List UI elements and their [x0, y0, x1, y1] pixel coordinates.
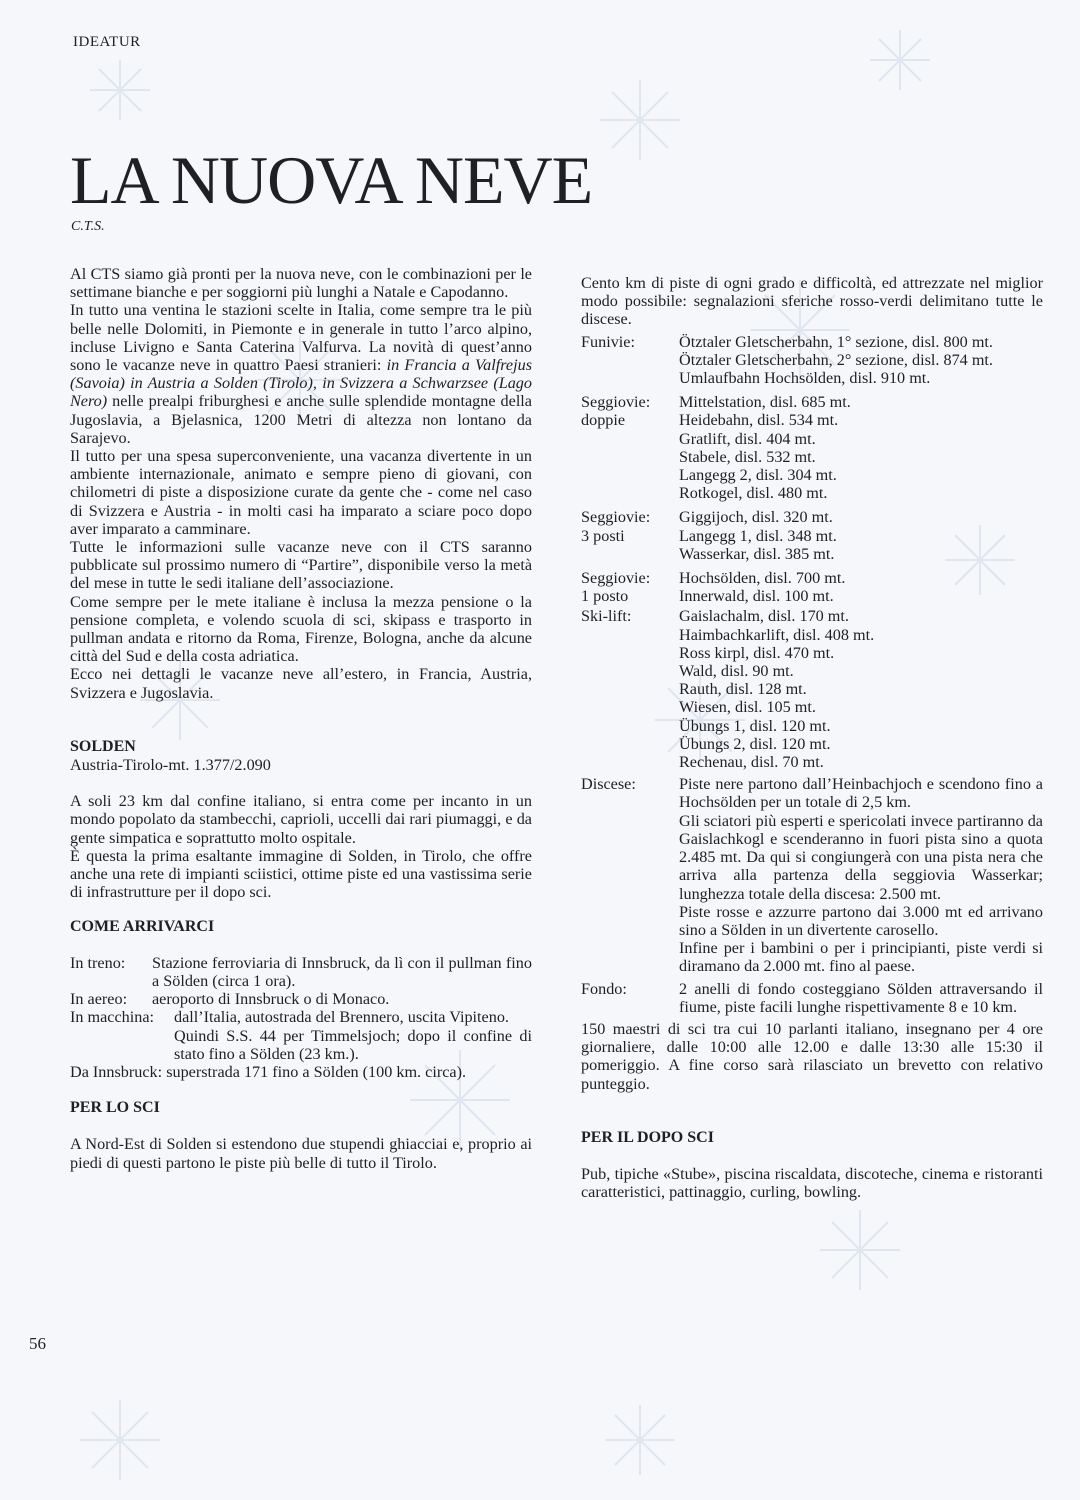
arrivarci-heading: COME ARRIVARCI: [70, 917, 215, 935]
discese-item: Piste nere partono dall’Heinbachjoch e scendono fino a Hochsölden per un totale di 2,5 km.: [679, 775, 1043, 812]
discese-group: [581, 775, 1043, 975]
lift-group-label: Seggiovie:: [581, 393, 651, 412]
intro-paragraph: Il tutto per una spesa superconveniente, una vacanza divertente in un ambiente internazionale, animato e sempre pieno di giovani, con chilometri di piste a disposizione curate da gente che - come nel caso di Svizzera e Austria - in molti casi ha imparato a sciare poco dopo aver imparato a camminare.: [70, 447, 532, 538]
lift-item: Übungs 2, disl. 120 mt.: [679, 734, 831, 753]
lift-item: Wald, disl. 90 mt.: [679, 662, 794, 681]
travel-text: aeroporto di Innsbruck o di Monaco.: [152, 990, 390, 1009]
travel-row-train: [70, 954, 532, 990]
travel-label: In aereo:: [70, 990, 128, 1009]
intro-paragraph: Al CTS siamo già pronti per la nuova neve, con le combinazioni per le settimane bianche e per soggiorni più lunghi a Natale e Capodanno.: [70, 265, 532, 302]
lift-item: Ötztaler Gletscherbahn, 2° sezione, disl. 874 mt.: [679, 350, 993, 369]
lift-item: Übungs 1, disl. 120 mt.: [679, 716, 831, 735]
lift-group-label: Funivie:: [581, 332, 635, 351]
lift-group-label: Discese:: [581, 775, 636, 794]
lift-item: Hochsölden, disl. 700 mt.: [679, 569, 846, 588]
lift-group-label: 3 posti: [581, 526, 625, 545]
lift-item: Rechenau, disl. 70 mt.: [679, 753, 824, 772]
left-column: [70, 265, 532, 1172]
lift-item: Gaislachalm, disl. 170 mt.: [679, 607, 849, 626]
lift-group-label: Seggiovie:: [581, 508, 651, 527]
intro-paragraph: Tutte le informazioni sulle vacanze neve con il CTS saranno pubblicate sul prossimo numero di “Partire”, disponibile verso la metà del mese in tutte le sedi italiane dell’associazione.: [70, 538, 532, 593]
sci-heading: PER LO SCI: [70, 1099, 160, 1117]
lift-group-funivie: [581, 333, 1043, 388]
lift-item: Gratlift, disl. 404 mt.: [679, 429, 816, 448]
lift-item: Rauth, disl. 128 mt.: [679, 680, 807, 699]
lift-item: Langegg 1, disl. 348 mt.: [679, 526, 837, 545]
dopo-sci-paragraph: Pub, tipiche «Stube», piscina riscaldata, discoteche, cinema e ristoranti caratteristici, pattinaggio, curling, bowling.: [581, 1164, 1043, 1202]
destinations-italic: in Francia a Valfrejus (Savoia) in Austria a Solden (Tirolo), in Svizzera a Schwarzsee (Lago Nero): [70, 356, 533, 411]
lift-group-seggiovie-1-posto: [581, 569, 1043, 605]
page-number: 56: [29, 1334, 46, 1353]
discese-item: Infine per i bambini o per i principianti, piste verdi si diramano da 2.000 mt. fino al paese.: [679, 939, 1043, 976]
travel-label: In macchina:: [70, 1008, 155, 1027]
travel-text: Stazione ferroviaria di Innsbruck, da lì con il pullman fino a Sölden (circa 1 ora).: [152, 953, 532, 990]
running-head: IDEATUR: [73, 34, 141, 50]
fondo-group: [581, 980, 1043, 1016]
lift-item: Ötztaler Gletscherbahn, 1° sezione, disl. 800 mt.: [679, 332, 993, 351]
lift-item: Mittelstation, disl. 685 mt.: [679, 393, 851, 412]
lift-group-ski-lift: [581, 607, 1043, 771]
sci-paragraph: A Nord-Est di Solden si estendono due stupendi ghiacciai e, proprio ai piedi di questi partono le piste più belle di tutto il Tirolo.: [70, 1135, 532, 1172]
lift-item: Wasserkar, disl. 385 mt.: [679, 544, 835, 563]
innsbruck-text: Da Innsbruck: superstrada 171 fino a Sölden (100 km. circa).: [70, 1062, 467, 1081]
lift-group-label: Ski-lift:: [581, 607, 632, 626]
solden-heading: SOLDEN: [70, 737, 136, 755]
ski-intro: Cento km di piste di ogni grado e difficoltà, ed attrezzate nel miglior modo possibile: segnalazioni sferiche rosso-verdi delimitano tutte le discese.: [581, 274, 1043, 329]
article-author: C.T.S.: [71, 219, 105, 234]
intro-paragraph: Ecco nei dettagli le vacanze neve all’estero, in Francia, Austria, Svizzera e Jugoslavia.: [70, 665, 532, 702]
lift-item: Innerwald, disl. 100 mt.: [679, 587, 834, 606]
solden-paragraph: È questa la prima esaltante immagine di Solden, in Tirolo, che offre anche una rete di impianti sciistici, ottime piste ed una vastissima serie di infrastrutture per il dopo sci.: [70, 846, 532, 902]
maestri-paragraph: 150 maestri di sci tra cui 10 parlanti italiano, insegnano per 4 ore giornaliere, dalle 10:00 alle 12.00 e dalle 13:30 alle 15:30 il pomeriggio. A fine corso sarà rilasciato un brevetto con relativo punteggio.: [581, 1019, 1043, 1093]
lift-item: Ross kirpl, disl. 470 mt.: [679, 643, 835, 662]
lift-group-label: Fondo:: [581, 979, 627, 998]
travel-row-car: [70, 1008, 532, 1063]
travel-label: In treno:: [70, 953, 126, 972]
lift-group-label: doppie: [581, 411, 626, 430]
lift-group-label: Seggiovie:: [581, 569, 651, 588]
dopo-sci-heading: PER IL DOPO SCI: [581, 1128, 714, 1146]
lift-item: Stabele, disl. 532 mt.: [679, 447, 816, 466]
travel-text: dall’Italia, autostrada del Brennero, uscita Vipiteno.: [174, 1008, 509, 1027]
intro-paragraph: Come sempre per le mete italiane è inclusa la mezza pensione o la pensione completa, e volendo scuola di sci, skipass e trasporto in pullman andata e ritorno da Roma, Firenze, Bologna, anche da alcune città del Sud e della costa adriatica.: [70, 592, 532, 666]
lift-group-seggiovie-doppie: [581, 393, 1043, 502]
lift-item: Rotkogel, disl. 480 mt.: [679, 484, 828, 503]
travel-row-plane: [70, 990, 532, 1008]
lift-group-label: 1 posto: [581, 587, 629, 606]
travel-text: Quindi S.S. 44 per Timmelsjoch; dopo il confine di stato fino a Sölden (23 km.).: [174, 1026, 532, 1063]
lift-item: Wiesen, disl. 105 mt.: [679, 698, 816, 717]
lift-item: Langegg 2, disl. 304 mt.: [679, 466, 837, 485]
lift-item: Umlaufbahn Hochsölden, disl. 910 mt.: [679, 369, 931, 388]
right-column: [581, 274, 1043, 1201]
discese-item: Gli sciatori più esperti e spericolati invece partiranno da Gaislachkogl e scenderanno in fuori pista sino a quota 2.485 mt. Da qui si congiungerà con una pista nera che arriva alla partenza della seggiovia Wasserkar; lunghezza totale della discesa: 2.500 mt.: [679, 811, 1043, 903]
solden-paragraph: A soli 23 km dal confine italiano, si entra come per incanto in un mondo popolato da stambecchi, caprioli, uccelli dai rari piumaggi, e da gente simpatica e soprattutto molto ospitale.: [70, 792, 532, 847]
fondo-item: 2 anelli di fondo costeggiano Sölden attraversando il fiume, piste facili lunghe rispettivamente 8 e 10 km.: [679, 979, 1043, 1016]
lift-item: Heidebahn, disl. 534 mt.: [679, 411, 839, 430]
lift-item: Giggijoch, disl. 320 mt.: [679, 508, 833, 527]
intro-paragraph: In tutto una ventina le stazioni scelte in Italia, come sempre tra le più belle nelle Dolomiti, in Piemonte e in generale in tutto l’arco alpino, incluse Livigno e Santa Caterina Valfurva. La novità di quest’anno sono le vacanze neve in quattro Paesi stranieri: in Francia a Valfrejus (Savoia) in Austria a Solden (Tirolo), in Svizzera a Schwarzsee (Lago Nero) nelle prealpi friburghesi e anche sulle splendide montagne della Jugoslavia, a Bjelasnica, 1200 Metri di altezza non lontano da Sarajevo.: [70, 301, 533, 447]
article-title: LA NUOVA NEVE: [70, 142, 593, 218]
solden-subtitle: Austria-Tirolo-mt. 1.377/2.090: [70, 756, 271, 775]
lift-group-seggiovie-3-posti: [581, 508, 1043, 563]
lift-item: Haimbachkarlift, disl. 408 mt.: [679, 625, 875, 644]
discese-item: Piste rosse e azzurre partono dai 3.000 mt ed arrivano sino a Sölden in un divertente carosello.: [679, 902, 1043, 939]
